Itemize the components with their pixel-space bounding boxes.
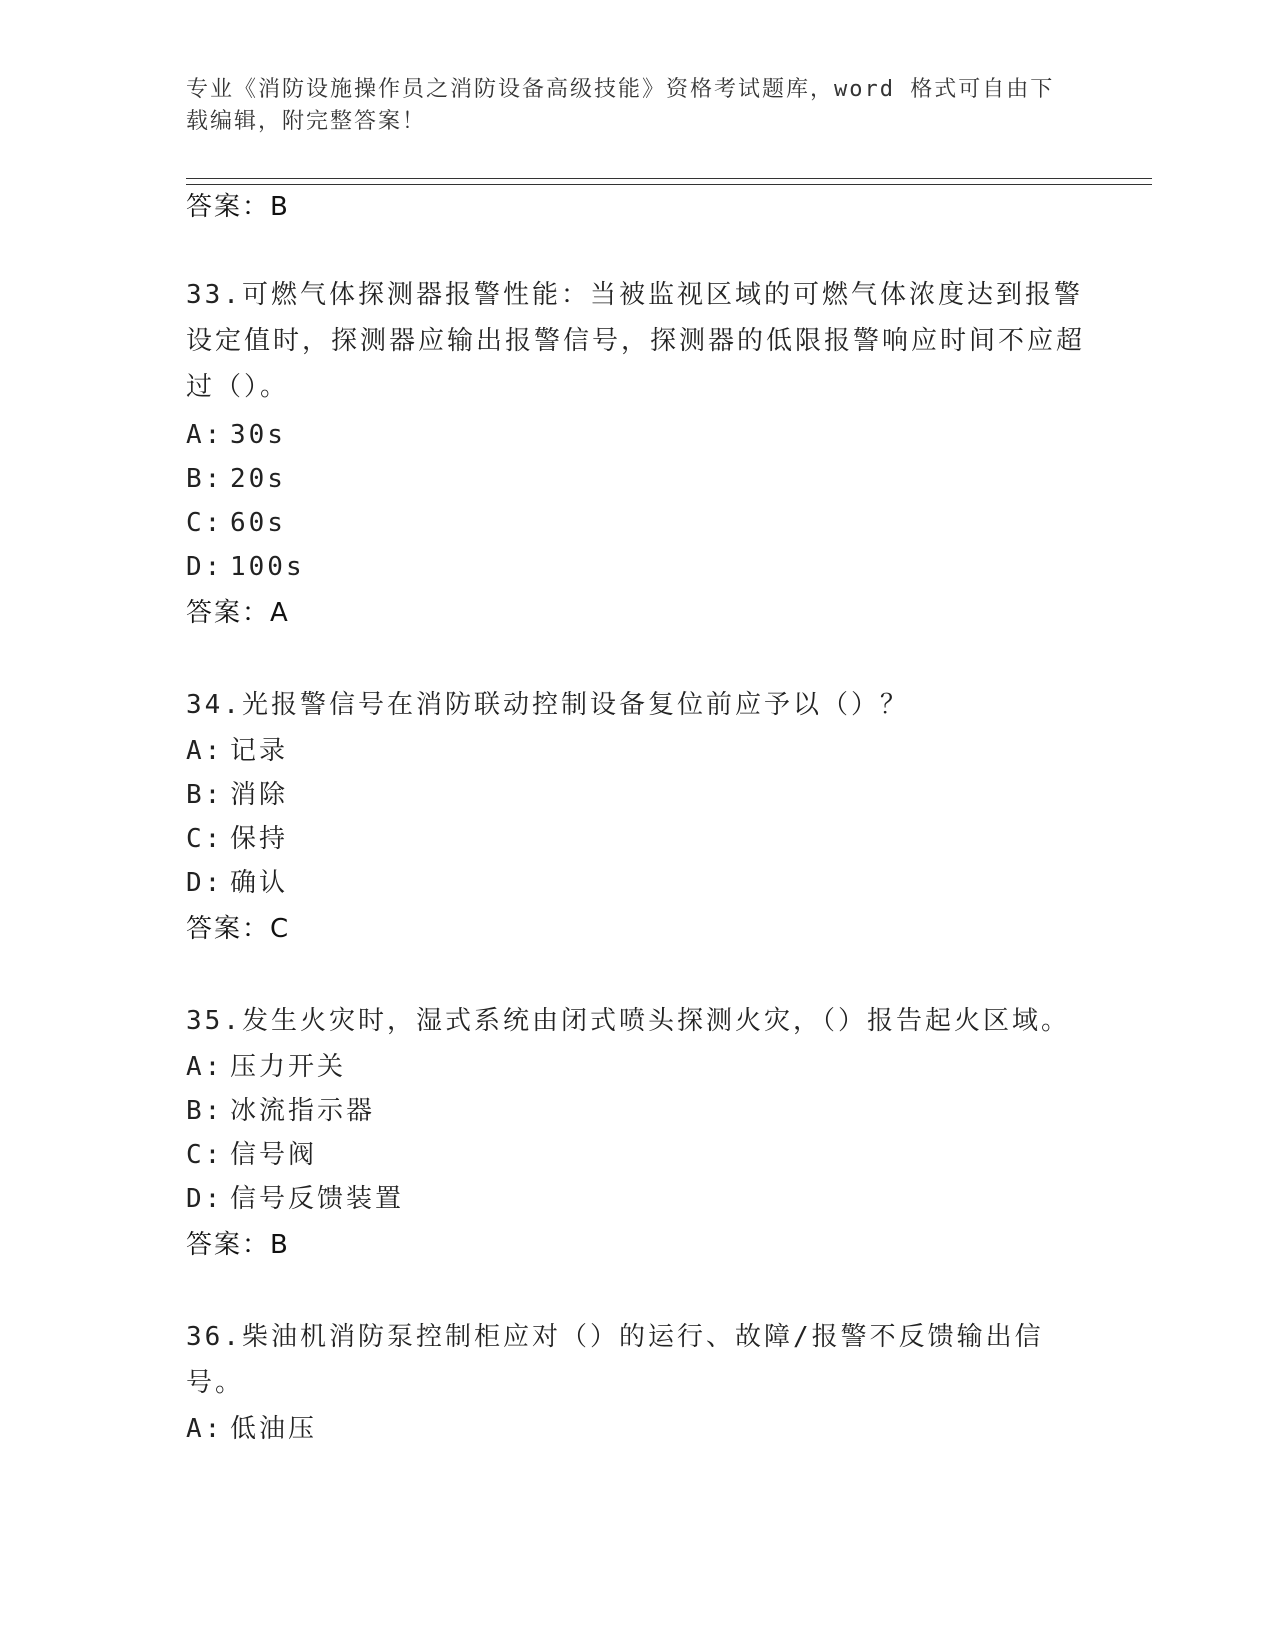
option-letter: C: [186, 508, 224, 538]
option-letter: D: [186, 1184, 224, 1214]
option-text: 确认 [230, 868, 289, 898]
option-letter: A: [186, 1414, 224, 1444]
option-letter: A: [186, 1052, 224, 1082]
answer-35: 答案：B [186, 1230, 290, 1260]
question-35-option-d [186, 1182, 404, 1216]
question-35-option-a [186, 1050, 346, 1084]
option-text: 信号阀 [230, 1140, 318, 1170]
answer-33: 答案：A [186, 598, 290, 628]
option-text: 60s [230, 508, 286, 538]
option-text: 压力开关 [230, 1052, 347, 1082]
question-35-option-b [186, 1094, 375, 1128]
document-header: 专业《消防设施操作员之消防设备高级技能》资格考试题库，word 格式可自由下载编辑，附完整答案！ [186, 77, 1055, 134]
option-text: 冰流指示器 [230, 1096, 376, 1126]
question-33-option-c [186, 506, 286, 540]
question-36-option-a [186, 1412, 317, 1446]
option-text: 低油压 [230, 1414, 318, 1444]
option-letter: D: [186, 552, 224, 582]
answer-34: 答案：C [186, 914, 291, 944]
question-34-option-c [186, 822, 288, 856]
question-34-option-d [186, 866, 288, 900]
question-34-option-b [186, 778, 288, 812]
option-text: 20s [230, 464, 286, 494]
question-34-stem: 34.光报警信号在消防联动控制设备复位前应予以（）？ [186, 690, 909, 720]
option-letter: B: [186, 780, 224, 810]
option-letter: C: [186, 824, 224, 854]
option-text: 信号反馈装置 [230, 1184, 405, 1214]
option-letter: B: [186, 464, 224, 494]
option-text: 30s [230, 420, 286, 450]
question-33-option-d [186, 550, 305, 584]
answer-32: 答案：B [186, 192, 290, 222]
option-letter: A: [186, 420, 224, 450]
question-36-stem: 36.柴油机消防泵控制柜应对（）的运行、故障/报警不反馈输出信号。 [186, 1322, 1044, 1398]
question-33-option-b [186, 462, 286, 496]
option-letter: A: [186, 736, 224, 766]
question-33-option-a [186, 418, 286, 452]
option-letter: B: [186, 1096, 224, 1126]
header-divider [186, 178, 1152, 185]
question-35-stem: 35.发生火灾时，湿式系统由闭式喷头探测火灾，（）报告起火区域。 [186, 1006, 1070, 1036]
option-letter: D: [186, 868, 224, 898]
option-text: 记录 [230, 736, 289, 766]
option-text: 保持 [230, 824, 289, 854]
question-33-stem: 33.可燃气体探测器报警性能：当被监视区域的可燃气体浓度达到报警设定值时，探测器应输出报警信号，探测器的低限报警响应时间不应超过（）。 [186, 280, 1086, 402]
option-letter: C: [186, 1140, 224, 1170]
question-34-option-a [186, 734, 288, 768]
option-text: 100s [230, 552, 305, 582]
question-35-option-c [186, 1138, 317, 1172]
option-text: 消除 [230, 780, 289, 810]
